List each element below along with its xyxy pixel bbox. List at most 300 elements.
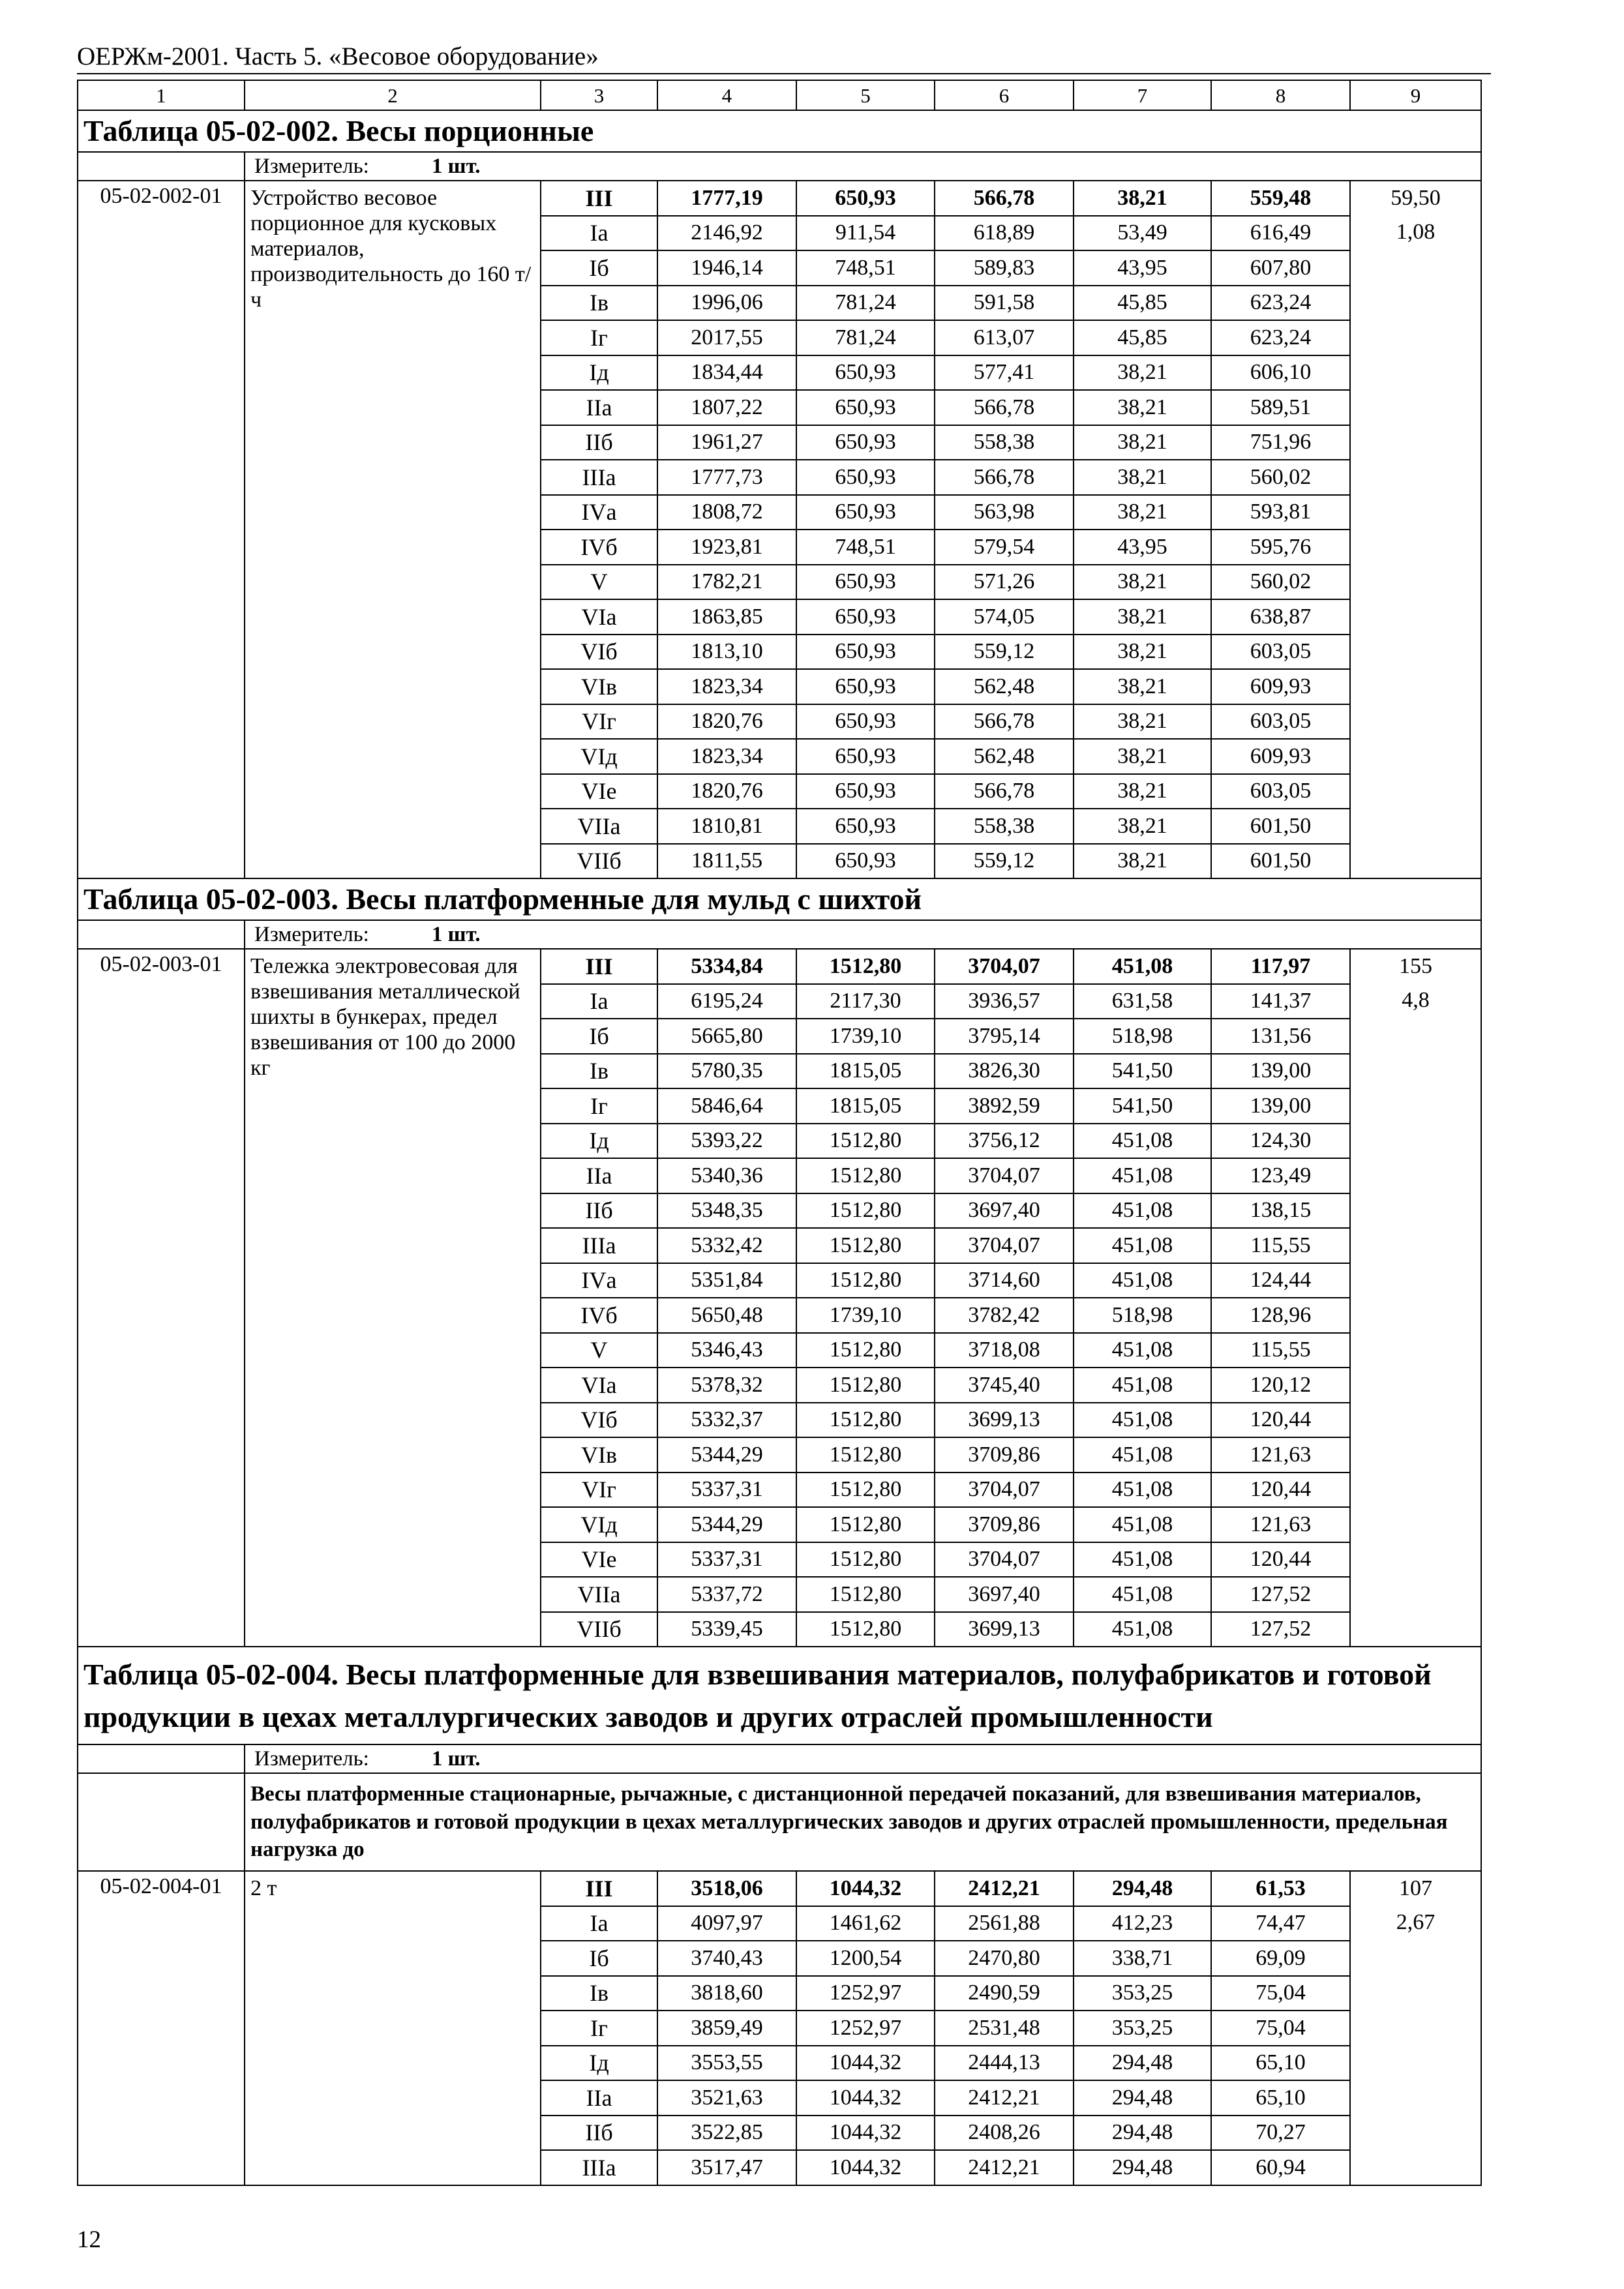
price-cell: 650,93 bbox=[796, 355, 935, 391]
price-cell: 3795,14 bbox=[935, 1019, 1074, 1054]
price-cell: 3826,30 bbox=[935, 1054, 1074, 1089]
section-note: Весы платформенные стационарные, рычажные, с дистанционной передачей показаний, для взвешивания материалов, полуфабрикатов и готовой продукции в цехах металлургических заводов и других отраслей промышленности, предельная нагрузка до bbox=[245, 1773, 1481, 1871]
column-number: 7 bbox=[1074, 80, 1211, 110]
price-cell: 571,26 bbox=[935, 565, 1074, 600]
price-cell: 650,93 bbox=[796, 635, 935, 670]
price-cell: 574,05 bbox=[935, 599, 1074, 635]
measure-label: Измеритель: bbox=[254, 1746, 369, 1771]
price-cell: 3521,63 bbox=[657, 2080, 796, 2116]
price-cell: 595,76 bbox=[1211, 530, 1350, 565]
price-cell: 128,96 bbox=[1211, 1298, 1350, 1333]
item-code: 05-02-004-01 bbox=[78, 1871, 245, 2185]
item-code: 05-02-003-01 bbox=[78, 949, 245, 1647]
measure-row bbox=[78, 920, 1481, 949]
price-cell: 75,04 bbox=[1211, 2011, 1350, 2046]
column-number-row bbox=[78, 80, 1481, 110]
price-cell: 5340,36 bbox=[657, 1158, 796, 1193]
column-number: 1 bbox=[78, 80, 245, 110]
zone-cell: VIIб bbox=[541, 844, 657, 879]
price-cell: 139,00 bbox=[1211, 1054, 1350, 1089]
column-number: 8 bbox=[1211, 80, 1350, 110]
price-cell: 631,58 bbox=[1074, 984, 1211, 1019]
zone-cell: Iб bbox=[541, 250, 657, 286]
price-cell: 3756,12 bbox=[935, 1124, 1074, 1159]
price-cell: 1810,81 bbox=[657, 809, 796, 844]
price-cell: 3782,42 bbox=[935, 1298, 1074, 1333]
zone-cell: VIа bbox=[541, 599, 657, 635]
zone-cell: IIа bbox=[541, 1158, 657, 1193]
price-cell: 1813,10 bbox=[657, 635, 796, 670]
price-cell: 606,10 bbox=[1211, 355, 1350, 391]
blank-cell bbox=[78, 1744, 245, 1773]
zone-cell: VIг bbox=[541, 704, 657, 740]
zone-cell: IIб bbox=[541, 1193, 657, 1229]
price-cell: 1044,32 bbox=[796, 2116, 935, 2151]
price-cell: 603,05 bbox=[1211, 635, 1350, 670]
price-cell: 3704,07 bbox=[935, 1228, 1074, 1263]
price-cell: 1834,44 bbox=[657, 355, 796, 391]
zone-cell: Iа bbox=[541, 984, 657, 1019]
price-cell: 1996,06 bbox=[657, 286, 796, 321]
price-cell: 781,24 bbox=[796, 286, 935, 321]
price-cell: 589,51 bbox=[1211, 390, 1350, 425]
price-cell: 451,08 bbox=[1074, 1228, 1211, 1263]
price-cell: 5780,35 bbox=[657, 1054, 796, 1089]
price-cell: 138,15 bbox=[1211, 1193, 1350, 1229]
price-cell: 650,93 bbox=[796, 809, 935, 844]
price-cell: 5344,29 bbox=[657, 1437, 796, 1473]
zone-cell: IIа bbox=[541, 390, 657, 425]
price-cell: 616,49 bbox=[1211, 216, 1350, 251]
price-cell: 60,94 bbox=[1211, 2150, 1350, 2185]
price-cell: 294,48 bbox=[1074, 2080, 1211, 2116]
zone-cell: V bbox=[541, 1333, 657, 1368]
price-cell: 3704,07 bbox=[935, 1158, 1074, 1193]
price-cell: 115,55 bbox=[1211, 1228, 1350, 1263]
running-header: ОЕРЖм-2001. Часть 5. «Весовое оборудование» bbox=[77, 42, 599, 70]
section-title: Таблица 05-02-002. Весы порционные bbox=[78, 110, 1481, 152]
price-cell: 607,80 bbox=[1211, 250, 1350, 286]
price-cell: 451,08 bbox=[1074, 1368, 1211, 1403]
zone-cell: V bbox=[541, 565, 657, 600]
price-cell: 560,02 bbox=[1211, 565, 1350, 600]
price-cell: 5337,31 bbox=[657, 1542, 796, 1578]
price-cell: 1512,80 bbox=[796, 1158, 935, 1193]
price-cell: 2490,59 bbox=[935, 1976, 1074, 2011]
zone-cell: VIб bbox=[541, 1403, 657, 1438]
zone-cell: Iа bbox=[541, 1906, 657, 1941]
price-cell: 1782,21 bbox=[657, 565, 796, 600]
measure-unit: 1 шт. bbox=[431, 922, 481, 946]
price-cell: 638,87 bbox=[1211, 599, 1350, 635]
price-cell: 5846,64 bbox=[657, 1088, 796, 1124]
price-cell: 1807,22 bbox=[657, 390, 796, 425]
price-cell: 1777,73 bbox=[657, 460, 796, 495]
zone-cell: VIв bbox=[541, 1437, 657, 1473]
zone-cell: VIд bbox=[541, 1507, 657, 1542]
price-cell: 650,93 bbox=[796, 565, 935, 600]
price-cell: 3740,43 bbox=[657, 1941, 796, 1976]
zone-cell: IIIа bbox=[541, 2150, 657, 2185]
labor-cost-cell bbox=[1350, 181, 1481, 878]
price-cell: 38,21 bbox=[1074, 635, 1211, 670]
price-cell: 294,48 bbox=[1074, 2116, 1211, 2151]
price-cell: 451,08 bbox=[1074, 1507, 1211, 1542]
price-cell: 613,07 bbox=[935, 320, 1074, 355]
price-cell: 1461,62 bbox=[796, 1906, 935, 1941]
price-cell: 1512,80 bbox=[796, 1403, 935, 1438]
price-cell: 451,08 bbox=[1074, 1577, 1211, 1612]
column-number: 3 bbox=[541, 80, 657, 110]
price-cell: 3704,07 bbox=[935, 1542, 1074, 1578]
price-cell: 518,98 bbox=[1074, 1298, 1211, 1333]
price-cell: 53,49 bbox=[1074, 216, 1211, 251]
price-cell: 1512,80 bbox=[796, 1437, 935, 1473]
price-cell: 2017,55 bbox=[657, 320, 796, 355]
price-cell: 1823,34 bbox=[657, 739, 796, 774]
item-description: Тележка электровесовая для взвешивания металлической шихты в бункерах, предел взвешивания от 100 до 2000 кг bbox=[245, 949, 541, 1647]
price-cell: 74,47 bbox=[1211, 1906, 1350, 1941]
measure-cell bbox=[245, 152, 1481, 181]
price-cell: 2531,48 bbox=[935, 2011, 1074, 2046]
zone-cell: VIе bbox=[541, 1542, 657, 1578]
price-cell: 75,04 bbox=[1211, 1976, 1350, 2011]
price-cell: 623,24 bbox=[1211, 320, 1350, 355]
zone-cell: Iб bbox=[541, 1941, 657, 1976]
price-cell: 3699,13 bbox=[935, 1612, 1074, 1647]
measure-label: Измеритель: bbox=[254, 922, 369, 946]
price-cell: 3714,60 bbox=[935, 1263, 1074, 1298]
price-cell: 2412,21 bbox=[935, 2080, 1074, 2116]
price-cell: 127,52 bbox=[1211, 1612, 1350, 1647]
section-title-row bbox=[78, 110, 1481, 152]
price-cell: 412,23 bbox=[1074, 1906, 1211, 1941]
price-cell: 451,08 bbox=[1074, 1158, 1211, 1193]
price-cell: 623,24 bbox=[1211, 286, 1350, 321]
price-cell: 124,44 bbox=[1211, 1263, 1350, 1298]
price-cell: 5332,42 bbox=[657, 1228, 796, 1263]
section-title: Таблица 05-02-004. Весы платформенные для взвешивания материалов, полуфабрикатов и готовой продукции в цехах металлургических заводов и других отраслей промышленности bbox=[78, 1647, 1481, 1744]
item-description: Устройство весовое порционное для кусковых материалов, производительность до 160 т/ч bbox=[245, 181, 541, 878]
price-cell: 566,78 bbox=[935, 181, 1074, 216]
price-table bbox=[77, 80, 1482, 2186]
price-cell: 618,89 bbox=[935, 216, 1074, 251]
price-cell: 1512,80 bbox=[796, 1263, 935, 1298]
zone-cell: Iв bbox=[541, 286, 657, 321]
zone-cell: IVа bbox=[541, 495, 657, 530]
price-cell: 3718,08 bbox=[935, 1333, 1074, 1368]
price-cell: 120,12 bbox=[1211, 1368, 1350, 1403]
price-cell: 3553,55 bbox=[657, 2046, 796, 2081]
price-cell: 1044,32 bbox=[796, 2046, 935, 2081]
column-number: 6 bbox=[935, 80, 1074, 110]
price-cell: 294,48 bbox=[1074, 2150, 1211, 2185]
price-cell: 4097,97 bbox=[657, 1906, 796, 1941]
price-cell: 566,78 bbox=[935, 460, 1074, 495]
price-cell: 650,93 bbox=[796, 844, 935, 879]
price-cell: 1815,05 bbox=[796, 1054, 935, 1089]
price-cell: 115,55 bbox=[1211, 1333, 1350, 1368]
price-cell: 3709,86 bbox=[935, 1437, 1074, 1473]
price-cell: 3517,47 bbox=[657, 2150, 796, 2185]
table-row bbox=[78, 181, 1481, 216]
price-cell: 6195,24 bbox=[657, 984, 796, 1019]
zone-cell: Iв bbox=[541, 1976, 657, 2011]
price-cell: 294,48 bbox=[1074, 1871, 1211, 1906]
price-cell: 5650,48 bbox=[657, 1298, 796, 1333]
zone-cell: VIв bbox=[541, 669, 657, 704]
price-cell: 650,93 bbox=[796, 425, 935, 460]
price-cell: 451,08 bbox=[1074, 1193, 1211, 1229]
price-cell: 127,52 bbox=[1211, 1577, 1350, 1612]
price-cell: 650,93 bbox=[796, 739, 935, 774]
price-cell: 5393,22 bbox=[657, 1124, 796, 1159]
price-cell: 2117,30 bbox=[796, 984, 935, 1019]
price-cell: 3699,13 bbox=[935, 1403, 1074, 1438]
price-cell: 45,85 bbox=[1074, 320, 1211, 355]
price-cell: 566,78 bbox=[935, 704, 1074, 740]
zone-cell: III bbox=[541, 1871, 657, 1906]
price-cell: 609,93 bbox=[1211, 739, 1350, 774]
price-cell: 650,93 bbox=[796, 669, 935, 704]
section-title-row bbox=[78, 1647, 1481, 1744]
price-cell: 748,51 bbox=[796, 530, 935, 565]
price-cell: 338,71 bbox=[1074, 1941, 1211, 1976]
price-cell: 1739,10 bbox=[796, 1019, 935, 1054]
measure-cell bbox=[245, 1744, 1481, 1773]
price-cell: 1923,81 bbox=[657, 530, 796, 565]
price-cell: 120,44 bbox=[1211, 1473, 1350, 1508]
header-rule bbox=[77, 73, 1491, 74]
price-cell: 1946,14 bbox=[657, 250, 796, 286]
price-cell: 1777,19 bbox=[657, 181, 796, 216]
price-cell: 650,93 bbox=[796, 599, 935, 635]
labor-cost-value: 1,08 bbox=[1396, 219, 1436, 244]
price-cell: 38,21 bbox=[1074, 495, 1211, 530]
price-cell: 558,38 bbox=[935, 809, 1074, 844]
measure-unit: 1 шт. bbox=[431, 154, 481, 178]
price-cell: 65,10 bbox=[1211, 2080, 1350, 2116]
price-cell: 748,51 bbox=[796, 250, 935, 286]
item-description: 2 т bbox=[245, 1871, 541, 2185]
item-code: 05-02-002-01 bbox=[78, 181, 245, 878]
price-cell: 61,53 bbox=[1211, 1871, 1350, 1906]
price-cell: 120,44 bbox=[1211, 1542, 1350, 1578]
price-cell: 609,93 bbox=[1211, 669, 1350, 704]
zone-cell: VIд bbox=[541, 739, 657, 774]
price-cell: 541,50 bbox=[1074, 1088, 1211, 1124]
blank-cell bbox=[78, 920, 245, 949]
table-row bbox=[78, 949, 1481, 984]
price-cell: 650,93 bbox=[796, 390, 935, 425]
zone-cell: Iд bbox=[541, 2046, 657, 2081]
price-cell: 3522,85 bbox=[657, 2116, 796, 2151]
page-number: 12 bbox=[77, 2226, 101, 2253]
zone-cell: VIа bbox=[541, 1368, 657, 1403]
price-cell: 579,54 bbox=[935, 530, 1074, 565]
price-cell: 3697,40 bbox=[935, 1193, 1074, 1229]
price-cell: 3518,06 bbox=[657, 1871, 796, 1906]
measure-label: Измеритель: bbox=[254, 154, 369, 178]
zone-cell: IIб bbox=[541, 425, 657, 460]
zone-cell: VIе bbox=[541, 774, 657, 809]
price-cell: 650,93 bbox=[796, 774, 935, 809]
price-cell: 45,85 bbox=[1074, 286, 1211, 321]
price-cell: 451,08 bbox=[1074, 1263, 1211, 1298]
price-cell: 117,97 bbox=[1211, 949, 1350, 984]
measure-row bbox=[78, 1744, 1481, 1773]
price-cell: 38,21 bbox=[1074, 774, 1211, 809]
price-cell: 131,56 bbox=[1211, 1019, 1350, 1054]
price-cell: 1863,85 bbox=[657, 599, 796, 635]
price-cell: 1512,80 bbox=[796, 1228, 935, 1263]
price-cell: 1200,54 bbox=[796, 1941, 935, 1976]
price-cell: 353,25 bbox=[1074, 1976, 1211, 2011]
price-cell: 43,95 bbox=[1074, 530, 1211, 565]
price-cell: 451,08 bbox=[1074, 1437, 1211, 1473]
zone-cell: VIIа bbox=[541, 1577, 657, 1612]
labor-cost-value: 59,50 bbox=[1391, 186, 1441, 210]
price-cell: 558,38 bbox=[935, 425, 1074, 460]
zone-cell: Iа bbox=[541, 216, 657, 251]
labor-cost-value: 4,8 bbox=[1402, 987, 1430, 1012]
price-cell: 559,12 bbox=[935, 635, 1074, 670]
price-cell: 650,93 bbox=[796, 704, 935, 740]
price-cell: 3697,40 bbox=[935, 1577, 1074, 1612]
price-cell: 38,21 bbox=[1074, 809, 1211, 844]
price-cell: 601,50 bbox=[1211, 809, 1350, 844]
price-cell: 1820,76 bbox=[657, 774, 796, 809]
price-cell: 5339,45 bbox=[657, 1612, 796, 1647]
table-row bbox=[78, 1871, 1481, 1906]
price-cell: 38,21 bbox=[1074, 739, 1211, 774]
labor-cost-value: 107 bbox=[1399, 1876, 1432, 1900]
zone-cell: VIIа bbox=[541, 809, 657, 844]
price-cell: 601,50 bbox=[1211, 844, 1350, 879]
price-cell: 1815,05 bbox=[796, 1088, 935, 1124]
price-cell: 5346,43 bbox=[657, 1333, 796, 1368]
price-cell: 121,63 bbox=[1211, 1437, 1350, 1473]
price-cell: 1512,80 bbox=[796, 1368, 935, 1403]
zone-cell: III bbox=[541, 181, 657, 216]
price-cell: 589,83 bbox=[935, 250, 1074, 286]
price-cell: 38,21 bbox=[1074, 355, 1211, 391]
blank-cell bbox=[78, 1773, 245, 1871]
price-cell: 3704,07 bbox=[935, 1473, 1074, 1508]
price-cell: 1512,80 bbox=[796, 1542, 935, 1578]
price-cell: 518,98 bbox=[1074, 1019, 1211, 1054]
zone-cell: IVб bbox=[541, 530, 657, 565]
price-cell: 3709,86 bbox=[935, 1507, 1074, 1542]
zone-cell: IVа bbox=[541, 1263, 657, 1298]
price-cell: 1512,80 bbox=[796, 1193, 935, 1229]
price-cell: 1512,80 bbox=[796, 1577, 935, 1612]
zone-cell: IIа bbox=[541, 2080, 657, 2116]
price-cell: 591,58 bbox=[935, 286, 1074, 321]
zone-cell: Iд bbox=[541, 1124, 657, 1159]
zone-cell: Iг bbox=[541, 320, 657, 355]
labor-cost-cell bbox=[1350, 949, 1481, 1647]
labor-cost-cell bbox=[1350, 1871, 1481, 2185]
price-cell: 70,27 bbox=[1211, 2116, 1350, 2151]
price-cell: 2444,13 bbox=[935, 2046, 1074, 2081]
price-cell: 560,02 bbox=[1211, 460, 1350, 495]
zone-cell: Iв bbox=[541, 1054, 657, 1089]
price-cell: 2412,21 bbox=[935, 2150, 1074, 2185]
price-cell: 1252,97 bbox=[796, 2011, 935, 2046]
price-cell: 562,48 bbox=[935, 669, 1074, 704]
zone-cell: IIб bbox=[541, 2116, 657, 2151]
price-cell: 38,21 bbox=[1074, 390, 1211, 425]
price-cell: 3818,60 bbox=[657, 1976, 796, 2011]
price-cell: 751,96 bbox=[1211, 425, 1350, 460]
price-cell: 650,93 bbox=[796, 495, 935, 530]
price-cell: 563,98 bbox=[935, 495, 1074, 530]
price-cell: 38,21 bbox=[1074, 599, 1211, 635]
price-cell: 1512,80 bbox=[796, 1473, 935, 1508]
price-cell: 124,30 bbox=[1211, 1124, 1350, 1159]
blank-cell bbox=[78, 152, 245, 181]
zone-cell: IIIа bbox=[541, 1228, 657, 1263]
price-cell: 3704,07 bbox=[935, 949, 1074, 984]
section-title: Таблица 05-02-003. Весы платформенные для мульд с шихтой bbox=[78, 878, 1481, 920]
price-cell: 1252,97 bbox=[796, 1976, 935, 2011]
price-cell: 1820,76 bbox=[657, 704, 796, 740]
zone-cell: IVб bbox=[541, 1298, 657, 1333]
price-cell: 2470,80 bbox=[935, 1941, 1074, 1976]
price-cell: 911,54 bbox=[796, 216, 935, 251]
labor-cost-value: 155 bbox=[1399, 954, 1432, 978]
price-cell: 566,78 bbox=[935, 390, 1074, 425]
price-cell: 43,95 bbox=[1074, 250, 1211, 286]
price-cell: 121,63 bbox=[1211, 1507, 1350, 1542]
price-cell: 38,21 bbox=[1074, 425, 1211, 460]
price-cell: 562,48 bbox=[935, 739, 1074, 774]
price-cell: 1811,55 bbox=[657, 844, 796, 879]
zone-cell: VIг bbox=[541, 1473, 657, 1508]
price-cell: 1512,80 bbox=[796, 1124, 935, 1159]
price-cell: 1044,32 bbox=[796, 1871, 935, 1906]
price-cell: 294,48 bbox=[1074, 2046, 1211, 2081]
zone-cell: IIIа bbox=[541, 460, 657, 495]
price-cell: 38,21 bbox=[1074, 844, 1211, 879]
note-row bbox=[78, 1773, 1481, 1871]
price-cell: 1961,27 bbox=[657, 425, 796, 460]
column-number: 5 bbox=[796, 80, 935, 110]
price-cell: 2408,26 bbox=[935, 2116, 1074, 2151]
price-cell: 5378,32 bbox=[657, 1368, 796, 1403]
price-cell: 451,08 bbox=[1074, 1333, 1211, 1368]
price-cell: 38,21 bbox=[1074, 460, 1211, 495]
price-cell: 5348,35 bbox=[657, 1193, 796, 1229]
price-cell: 139,00 bbox=[1211, 1088, 1350, 1124]
price-cell: 451,08 bbox=[1074, 1473, 1211, 1508]
price-cell: 3936,57 bbox=[935, 984, 1074, 1019]
price-cell: 650,93 bbox=[796, 181, 935, 216]
price-cell: 451,08 bbox=[1074, 1124, 1211, 1159]
price-cell: 5337,31 bbox=[657, 1473, 796, 1508]
column-number: 9 bbox=[1350, 80, 1481, 110]
price-cell: 5344,29 bbox=[657, 1507, 796, 1542]
price-cell: 3892,59 bbox=[935, 1088, 1074, 1124]
price-cell: 1044,32 bbox=[796, 2150, 935, 2185]
price-cell: 1512,80 bbox=[796, 949, 935, 984]
price-cell: 1044,32 bbox=[796, 2080, 935, 2116]
price-cell: 559,12 bbox=[935, 844, 1074, 879]
price-cell: 451,08 bbox=[1074, 1612, 1211, 1647]
price-cell: 69,09 bbox=[1211, 1941, 1350, 1976]
price-cell: 1823,34 bbox=[657, 669, 796, 704]
